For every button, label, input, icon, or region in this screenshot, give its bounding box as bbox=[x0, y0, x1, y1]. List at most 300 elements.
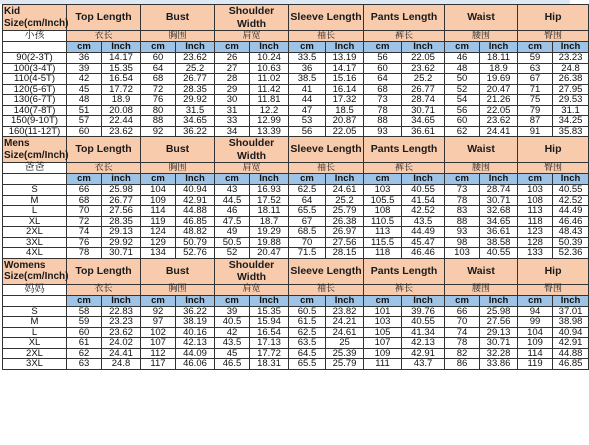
value-cell: 66 bbox=[445, 306, 480, 317]
size-label: L bbox=[3, 327, 67, 338]
size-label: 130(6-7T) bbox=[3, 95, 67, 106]
value-cell: 26.38 bbox=[326, 216, 364, 227]
column-chinese-7: 臀围 bbox=[518, 284, 589, 295]
value-cell: 33.5 bbox=[289, 53, 326, 64]
value-cell: 27.56 bbox=[102, 206, 141, 217]
value-cell: 25.79 bbox=[326, 206, 364, 217]
value-cell: 25.79 bbox=[326, 359, 364, 370]
size-label: 150(9-10T) bbox=[3, 116, 67, 127]
value-cell: 63.5 bbox=[289, 338, 326, 349]
column-header-4: Sleeve Length bbox=[289, 5, 364, 31]
value-cell: 24.02 bbox=[102, 338, 141, 349]
value-cell: 13.19 bbox=[326, 53, 364, 64]
value-cell: 40.55 bbox=[553, 185, 589, 196]
table-row bbox=[3, 317, 589, 328]
size-label: 3XL bbox=[3, 237, 67, 248]
table-row bbox=[3, 348, 589, 359]
value-cell: 27.56 bbox=[326, 237, 364, 248]
value-cell: 46.5 bbox=[215, 359, 250, 370]
column-chinese-4: 袖长 bbox=[289, 31, 364, 42]
unit-inch: Inch bbox=[480, 42, 518, 53]
value-cell: 16.54 bbox=[250, 327, 289, 338]
chinese-header-row bbox=[3, 31, 589, 42]
value-cell: 50 bbox=[445, 74, 480, 85]
unit-cm: cm bbox=[518, 42, 553, 53]
value-cell: 13.39 bbox=[250, 126, 289, 137]
value-cell: 62.5 bbox=[289, 185, 326, 196]
value-cell: 64 bbox=[289, 195, 326, 206]
size-label: XL bbox=[3, 216, 67, 227]
value-cell: 65.5 bbox=[289, 206, 326, 217]
size-label: 140(7-8T) bbox=[3, 105, 67, 116]
value-cell: 80 bbox=[141, 105, 176, 116]
unit-inch: Inch bbox=[326, 295, 364, 306]
value-cell: 17.13 bbox=[250, 338, 289, 349]
value-cell: 22.05 bbox=[480, 105, 518, 116]
unit-cm: cm bbox=[364, 42, 402, 53]
value-cell: 118 bbox=[364, 248, 402, 259]
value-cell: 26.77 bbox=[176, 74, 215, 85]
value-cell: 52.36 bbox=[553, 248, 589, 259]
value-cell: 115.5 bbox=[364, 237, 402, 248]
value-cell: 32.68 bbox=[480, 206, 518, 217]
table-row bbox=[3, 126, 589, 137]
unit-cm: cm bbox=[364, 174, 402, 185]
value-cell: 40.94 bbox=[176, 185, 215, 196]
value-cell: 10.63 bbox=[250, 63, 289, 74]
value-cell: 36.22 bbox=[176, 126, 215, 137]
section-header-row bbox=[3, 258, 589, 284]
value-cell: 24.61 bbox=[326, 185, 364, 196]
unit-inch: Inch bbox=[402, 174, 445, 185]
size-label: 120(5-6T) bbox=[3, 84, 67, 95]
unit-inch: Inch bbox=[176, 295, 215, 306]
column-chinese-6: 腰围 bbox=[445, 31, 518, 42]
column-chinese-4: 袖长 bbox=[289, 284, 364, 295]
value-cell: 48.43 bbox=[553, 227, 589, 238]
column-header-5: Pants Length bbox=[364, 137, 445, 163]
value-cell: 23.62 bbox=[102, 126, 141, 137]
column-chinese-1: 衣长 bbox=[67, 31, 141, 42]
unit-cm: cm bbox=[289, 174, 326, 185]
table-row bbox=[3, 306, 589, 317]
value-cell: 33 bbox=[215, 116, 250, 127]
value-cell: 76 bbox=[67, 237, 102, 248]
value-cell: 46 bbox=[445, 53, 480, 64]
value-cell: 32.28 bbox=[480, 348, 518, 359]
value-cell: 22.05 bbox=[402, 53, 445, 64]
column-header-1: Top Length bbox=[67, 5, 141, 31]
value-cell: 18.7 bbox=[250, 216, 289, 227]
unit-cm: cm bbox=[67, 174, 102, 185]
value-cell: 20.47 bbox=[480, 84, 518, 95]
value-cell: 40.16 bbox=[176, 327, 215, 338]
value-cell: 36.61 bbox=[402, 126, 445, 137]
size-label: XL bbox=[3, 338, 67, 349]
value-cell: 25.39 bbox=[326, 348, 364, 359]
value-cell: 93 bbox=[364, 126, 402, 137]
column-header-3: Shoulder Width bbox=[215, 137, 289, 163]
unit-inch: Inch bbox=[553, 295, 589, 306]
value-cell: 24.21 bbox=[326, 317, 364, 328]
value-cell: 18.11 bbox=[250, 206, 289, 217]
value-cell: 70 bbox=[67, 206, 102, 217]
value-cell: 110.5 bbox=[364, 216, 402, 227]
section-title-line2: Size(cm/Inch) bbox=[4, 17, 69, 29]
unit-cm: cm bbox=[518, 174, 553, 185]
value-cell: 23.62 bbox=[102, 327, 141, 338]
value-cell: 46 bbox=[215, 206, 250, 217]
unit-row bbox=[3, 42, 589, 53]
value-cell: 104 bbox=[518, 327, 553, 338]
value-cell: 74 bbox=[67, 227, 102, 238]
value-cell: 25.2 bbox=[402, 74, 445, 85]
value-cell: 72 bbox=[141, 84, 176, 95]
value-cell: 52 bbox=[445, 84, 480, 95]
unit-cm: cm bbox=[141, 295, 176, 306]
column-chinese-3: 肩宽 bbox=[215, 284, 289, 295]
table-row bbox=[3, 74, 589, 85]
value-cell: 48 bbox=[67, 95, 102, 106]
value-cell: 93 bbox=[445, 227, 480, 238]
value-cell: 56 bbox=[445, 105, 480, 116]
value-cell: 73 bbox=[445, 185, 480, 196]
value-cell: 68 bbox=[141, 74, 176, 85]
chinese-header-row bbox=[3, 284, 589, 295]
value-cell: 46.85 bbox=[553, 359, 589, 370]
size-label: 160(11-12T) bbox=[3, 126, 67, 137]
value-cell: 41.54 bbox=[402, 195, 445, 206]
value-cell: 66 bbox=[67, 185, 102, 196]
size-label: M bbox=[3, 195, 67, 206]
section-title bbox=[3, 5, 67, 31]
column-header-7: Hip bbox=[518, 258, 589, 284]
value-cell: 25.2 bbox=[176, 63, 215, 74]
value-cell: 15.94 bbox=[250, 317, 289, 328]
value-cell: 75 bbox=[518, 95, 553, 106]
column-chinese-4: 袖长 bbox=[289, 163, 364, 174]
value-cell: 38.98 bbox=[553, 317, 589, 328]
value-cell: 97 bbox=[141, 317, 176, 328]
unit-row bbox=[3, 295, 589, 306]
value-cell: 34.65 bbox=[176, 116, 215, 127]
value-cell: 63 bbox=[518, 63, 553, 74]
table-row bbox=[3, 105, 589, 116]
unit-cm: cm bbox=[445, 42, 480, 53]
column-header-6: Waist bbox=[445, 5, 518, 31]
unit-inch: Inch bbox=[250, 174, 289, 185]
value-cell: 43.5 bbox=[215, 338, 250, 349]
value-cell: 46.85 bbox=[176, 216, 215, 227]
value-cell: 52.76 bbox=[176, 248, 215, 259]
table-row bbox=[3, 53, 589, 64]
value-cell: 46.46 bbox=[553, 216, 589, 227]
table-row bbox=[3, 195, 589, 206]
value-cell: 62 bbox=[67, 348, 102, 359]
value-cell: 27.95 bbox=[553, 84, 589, 95]
value-cell: 78 bbox=[67, 248, 102, 259]
value-cell: 71 bbox=[518, 84, 553, 95]
value-cell: 56 bbox=[364, 53, 402, 64]
value-cell: 50.5 bbox=[215, 237, 250, 248]
section-title-line1: Kid bbox=[4, 6, 21, 17]
value-cell: 60 bbox=[67, 327, 102, 338]
value-cell: 28.15 bbox=[326, 248, 364, 259]
size-label: S bbox=[3, 306, 67, 317]
value-cell: 11.02 bbox=[250, 74, 289, 85]
size-label: 4XL bbox=[3, 248, 67, 259]
value-cell: 107 bbox=[364, 338, 402, 349]
table-row bbox=[3, 359, 589, 370]
column-chinese-1: 衣长 bbox=[67, 163, 141, 174]
column-chinese-2: 胸围 bbox=[141, 31, 215, 42]
value-cell: 70 bbox=[289, 237, 326, 248]
unit-cm: cm bbox=[67, 42, 102, 53]
value-cell: 60 bbox=[67, 126, 102, 137]
value-cell: 47 bbox=[289, 105, 326, 116]
value-cell: 40.55 bbox=[480, 248, 518, 259]
column-header-7: Hip bbox=[518, 5, 589, 31]
value-cell: 29.13 bbox=[480, 327, 518, 338]
value-cell: 88 bbox=[364, 116, 402, 127]
value-cell: 29.92 bbox=[176, 95, 215, 106]
value-cell: 82 bbox=[445, 348, 480, 359]
table-row bbox=[3, 116, 589, 127]
value-cell: 43.5 bbox=[402, 216, 445, 227]
unit-cm: cm bbox=[364, 295, 402, 306]
value-cell: 50.39 bbox=[553, 237, 589, 248]
column-header-3: Shoulder Width bbox=[215, 258, 289, 284]
column-header-4: Sleeve Length bbox=[289, 137, 364, 163]
column-header-2: Bust bbox=[141, 258, 215, 284]
value-cell: 98 bbox=[445, 237, 480, 248]
value-cell: 22.44 bbox=[102, 116, 141, 127]
column-chinese-5: 裤长 bbox=[364, 31, 445, 42]
value-cell: 28.35 bbox=[102, 216, 141, 227]
chinese-header-row bbox=[3, 163, 589, 174]
value-cell: 108 bbox=[364, 206, 402, 217]
value-cell: 44 bbox=[289, 95, 326, 106]
value-cell: 25.98 bbox=[102, 185, 141, 196]
value-cell: 129 bbox=[141, 237, 176, 248]
value-cell: 29 bbox=[215, 84, 250, 95]
column-header-7: Hip bbox=[518, 137, 589, 163]
value-cell: 42.91 bbox=[553, 338, 589, 349]
value-cell: 78 bbox=[445, 195, 480, 206]
value-cell: 40.55 bbox=[402, 185, 445, 196]
column-chinese-6: 腰围 bbox=[445, 163, 518, 174]
value-cell: 11.42 bbox=[250, 84, 289, 95]
value-cell: 28.74 bbox=[480, 185, 518, 196]
value-cell: 128 bbox=[518, 237, 553, 248]
value-cell: 54 bbox=[445, 95, 480, 106]
value-cell: 104 bbox=[141, 185, 176, 196]
value-cell: 92 bbox=[141, 126, 176, 137]
value-cell: 23.62 bbox=[480, 116, 518, 127]
value-cell: 91 bbox=[518, 126, 553, 137]
value-cell: 42 bbox=[67, 74, 102, 85]
value-cell: 30.71 bbox=[480, 195, 518, 206]
value-cell: 10.24 bbox=[250, 53, 289, 64]
unit-inch: Inch bbox=[480, 174, 518, 185]
value-cell: 40.5 bbox=[215, 317, 250, 328]
section-header-row bbox=[3, 5, 589, 31]
value-cell: 40.55 bbox=[402, 317, 445, 328]
section-title-line2: Size(cm/Inch) bbox=[4, 271, 69, 282]
value-cell: 108 bbox=[518, 195, 553, 206]
value-cell: 53 bbox=[289, 116, 326, 127]
value-cell: 103 bbox=[364, 317, 402, 328]
value-cell: 44.5 bbox=[215, 195, 250, 206]
value-cell: 36.22 bbox=[176, 306, 215, 317]
unit-row bbox=[3, 174, 589, 185]
value-cell: 22.05 bbox=[326, 126, 364, 137]
value-cell: 79 bbox=[518, 105, 553, 116]
value-cell: 42.13 bbox=[176, 338, 215, 349]
value-cell: 101 bbox=[364, 306, 402, 317]
value-cell: 17.52 bbox=[250, 195, 289, 206]
value-cell: 119 bbox=[141, 216, 176, 227]
value-cell: 15.35 bbox=[102, 63, 141, 74]
column-chinese-1: 衣长 bbox=[67, 284, 141, 295]
value-cell: 36 bbox=[67, 53, 102, 64]
value-cell: 39.76 bbox=[402, 306, 445, 317]
table-row bbox=[3, 206, 589, 217]
column-chinese-7: 臀围 bbox=[518, 31, 589, 42]
value-cell: 27.56 bbox=[480, 317, 518, 328]
value-cell: 29.92 bbox=[102, 237, 141, 248]
column-header-4: Sleeve Length bbox=[289, 258, 364, 284]
section-title bbox=[3, 258, 67, 284]
value-cell: 59 bbox=[518, 53, 553, 64]
value-cell: 17.72 bbox=[250, 348, 289, 359]
value-cell: 26.38 bbox=[553, 74, 589, 85]
section-title-line1: Mens bbox=[4, 138, 30, 149]
value-cell: 113 bbox=[518, 206, 553, 217]
value-cell: 34.25 bbox=[553, 116, 589, 127]
value-cell: 62 bbox=[445, 126, 480, 137]
value-cell: 114 bbox=[141, 206, 176, 217]
section-title-line1: Womens bbox=[4, 259, 46, 271]
value-cell: 34.65 bbox=[402, 116, 445, 127]
value-cell: 28 bbox=[215, 74, 250, 85]
value-cell: 67 bbox=[289, 216, 326, 227]
table-row bbox=[3, 95, 589, 106]
value-cell: 43 bbox=[215, 185, 250, 196]
value-cell: 23.62 bbox=[176, 53, 215, 64]
value-cell: 118 bbox=[518, 216, 553, 227]
value-cell: 15.35 bbox=[250, 306, 289, 317]
table-row bbox=[3, 338, 589, 349]
value-cell: 119 bbox=[518, 359, 553, 370]
table-row bbox=[3, 84, 589, 95]
value-cell: 15.16 bbox=[326, 74, 364, 85]
column-header-5: Pants Length bbox=[364, 258, 445, 284]
value-cell: 47.5 bbox=[215, 216, 250, 227]
value-cell: 41.34 bbox=[402, 327, 445, 338]
value-cell: 24.41 bbox=[102, 348, 141, 359]
column-chinese-5: 裤长 bbox=[364, 163, 445, 174]
unit-blank bbox=[3, 295, 67, 306]
size-label: L bbox=[3, 206, 67, 217]
column-header-5: Pants Length bbox=[364, 5, 445, 31]
unit-blank bbox=[3, 42, 67, 53]
value-cell: 107 bbox=[141, 338, 176, 349]
value-cell: 17.72 bbox=[102, 84, 141, 95]
value-cell: 17.32 bbox=[326, 95, 364, 106]
value-cell: 87 bbox=[518, 116, 553, 127]
size-label: 2XL bbox=[3, 227, 67, 238]
value-cell: 33.86 bbox=[480, 359, 518, 370]
column-header-6: Waist bbox=[445, 137, 518, 163]
value-cell: 24.61 bbox=[326, 327, 364, 338]
unit-inch: Inch bbox=[176, 42, 215, 53]
value-cell: 16.93 bbox=[250, 185, 289, 196]
unit-inch: Inch bbox=[250, 295, 289, 306]
value-cell: 105 bbox=[364, 327, 402, 338]
value-cell: 20.08 bbox=[102, 105, 141, 116]
value-cell: 58 bbox=[67, 306, 102, 317]
column-header-1: Top Length bbox=[67, 137, 141, 163]
value-cell: 78 bbox=[445, 338, 480, 349]
value-cell: 64 bbox=[141, 63, 176, 74]
value-cell: 35.83 bbox=[553, 126, 589, 137]
column-header-1: Top Length bbox=[67, 258, 141, 284]
value-cell: 44.88 bbox=[176, 206, 215, 217]
value-cell: 19.88 bbox=[250, 237, 289, 248]
value-cell: 39 bbox=[67, 63, 102, 74]
size-chart-table bbox=[2, 4, 589, 370]
column-chinese-5: 裤长 bbox=[364, 284, 445, 295]
size-label: 3XL bbox=[3, 359, 67, 370]
unit-inch: Inch bbox=[326, 42, 364, 53]
value-cell: 71.5 bbox=[289, 248, 326, 259]
value-cell: 49 bbox=[215, 227, 250, 238]
value-cell: 103 bbox=[364, 185, 402, 196]
value-cell: 109 bbox=[141, 195, 176, 206]
value-cell: 34 bbox=[215, 126, 250, 137]
size-label: S bbox=[3, 185, 67, 196]
column-chinese-2: 胸围 bbox=[141, 284, 215, 295]
table-row bbox=[3, 63, 589, 74]
value-cell: 67 bbox=[518, 74, 553, 85]
unit-cm: cm bbox=[67, 295, 102, 306]
value-cell: 20.87 bbox=[326, 116, 364, 127]
section-chinese-label: 爸爸 bbox=[3, 163, 67, 174]
value-cell: 42.52 bbox=[402, 206, 445, 217]
value-cell: 112 bbox=[141, 348, 176, 359]
section-title bbox=[3, 137, 67, 163]
unit-inch: Inch bbox=[553, 174, 589, 185]
value-cell: 60.5 bbox=[289, 306, 326, 317]
value-cell: 60 bbox=[364, 63, 402, 74]
value-cell: 42.52 bbox=[553, 195, 589, 206]
value-cell: 18.11 bbox=[480, 53, 518, 64]
value-cell: 26.97 bbox=[326, 227, 364, 238]
section-chinese-label: 小孩 bbox=[3, 31, 67, 42]
value-cell: 134 bbox=[141, 248, 176, 259]
unit-blank bbox=[3, 174, 67, 185]
value-cell: 48.82 bbox=[176, 227, 215, 238]
value-cell: 76 bbox=[141, 95, 176, 106]
value-cell: 28.35 bbox=[176, 84, 215, 95]
value-cell: 31 bbox=[215, 105, 250, 116]
value-cell: 56 bbox=[289, 126, 326, 137]
value-cell: 109 bbox=[364, 348, 402, 359]
value-cell: 44.49 bbox=[402, 227, 445, 238]
value-cell: 117 bbox=[141, 359, 176, 370]
value-cell: 50.79 bbox=[176, 237, 215, 248]
